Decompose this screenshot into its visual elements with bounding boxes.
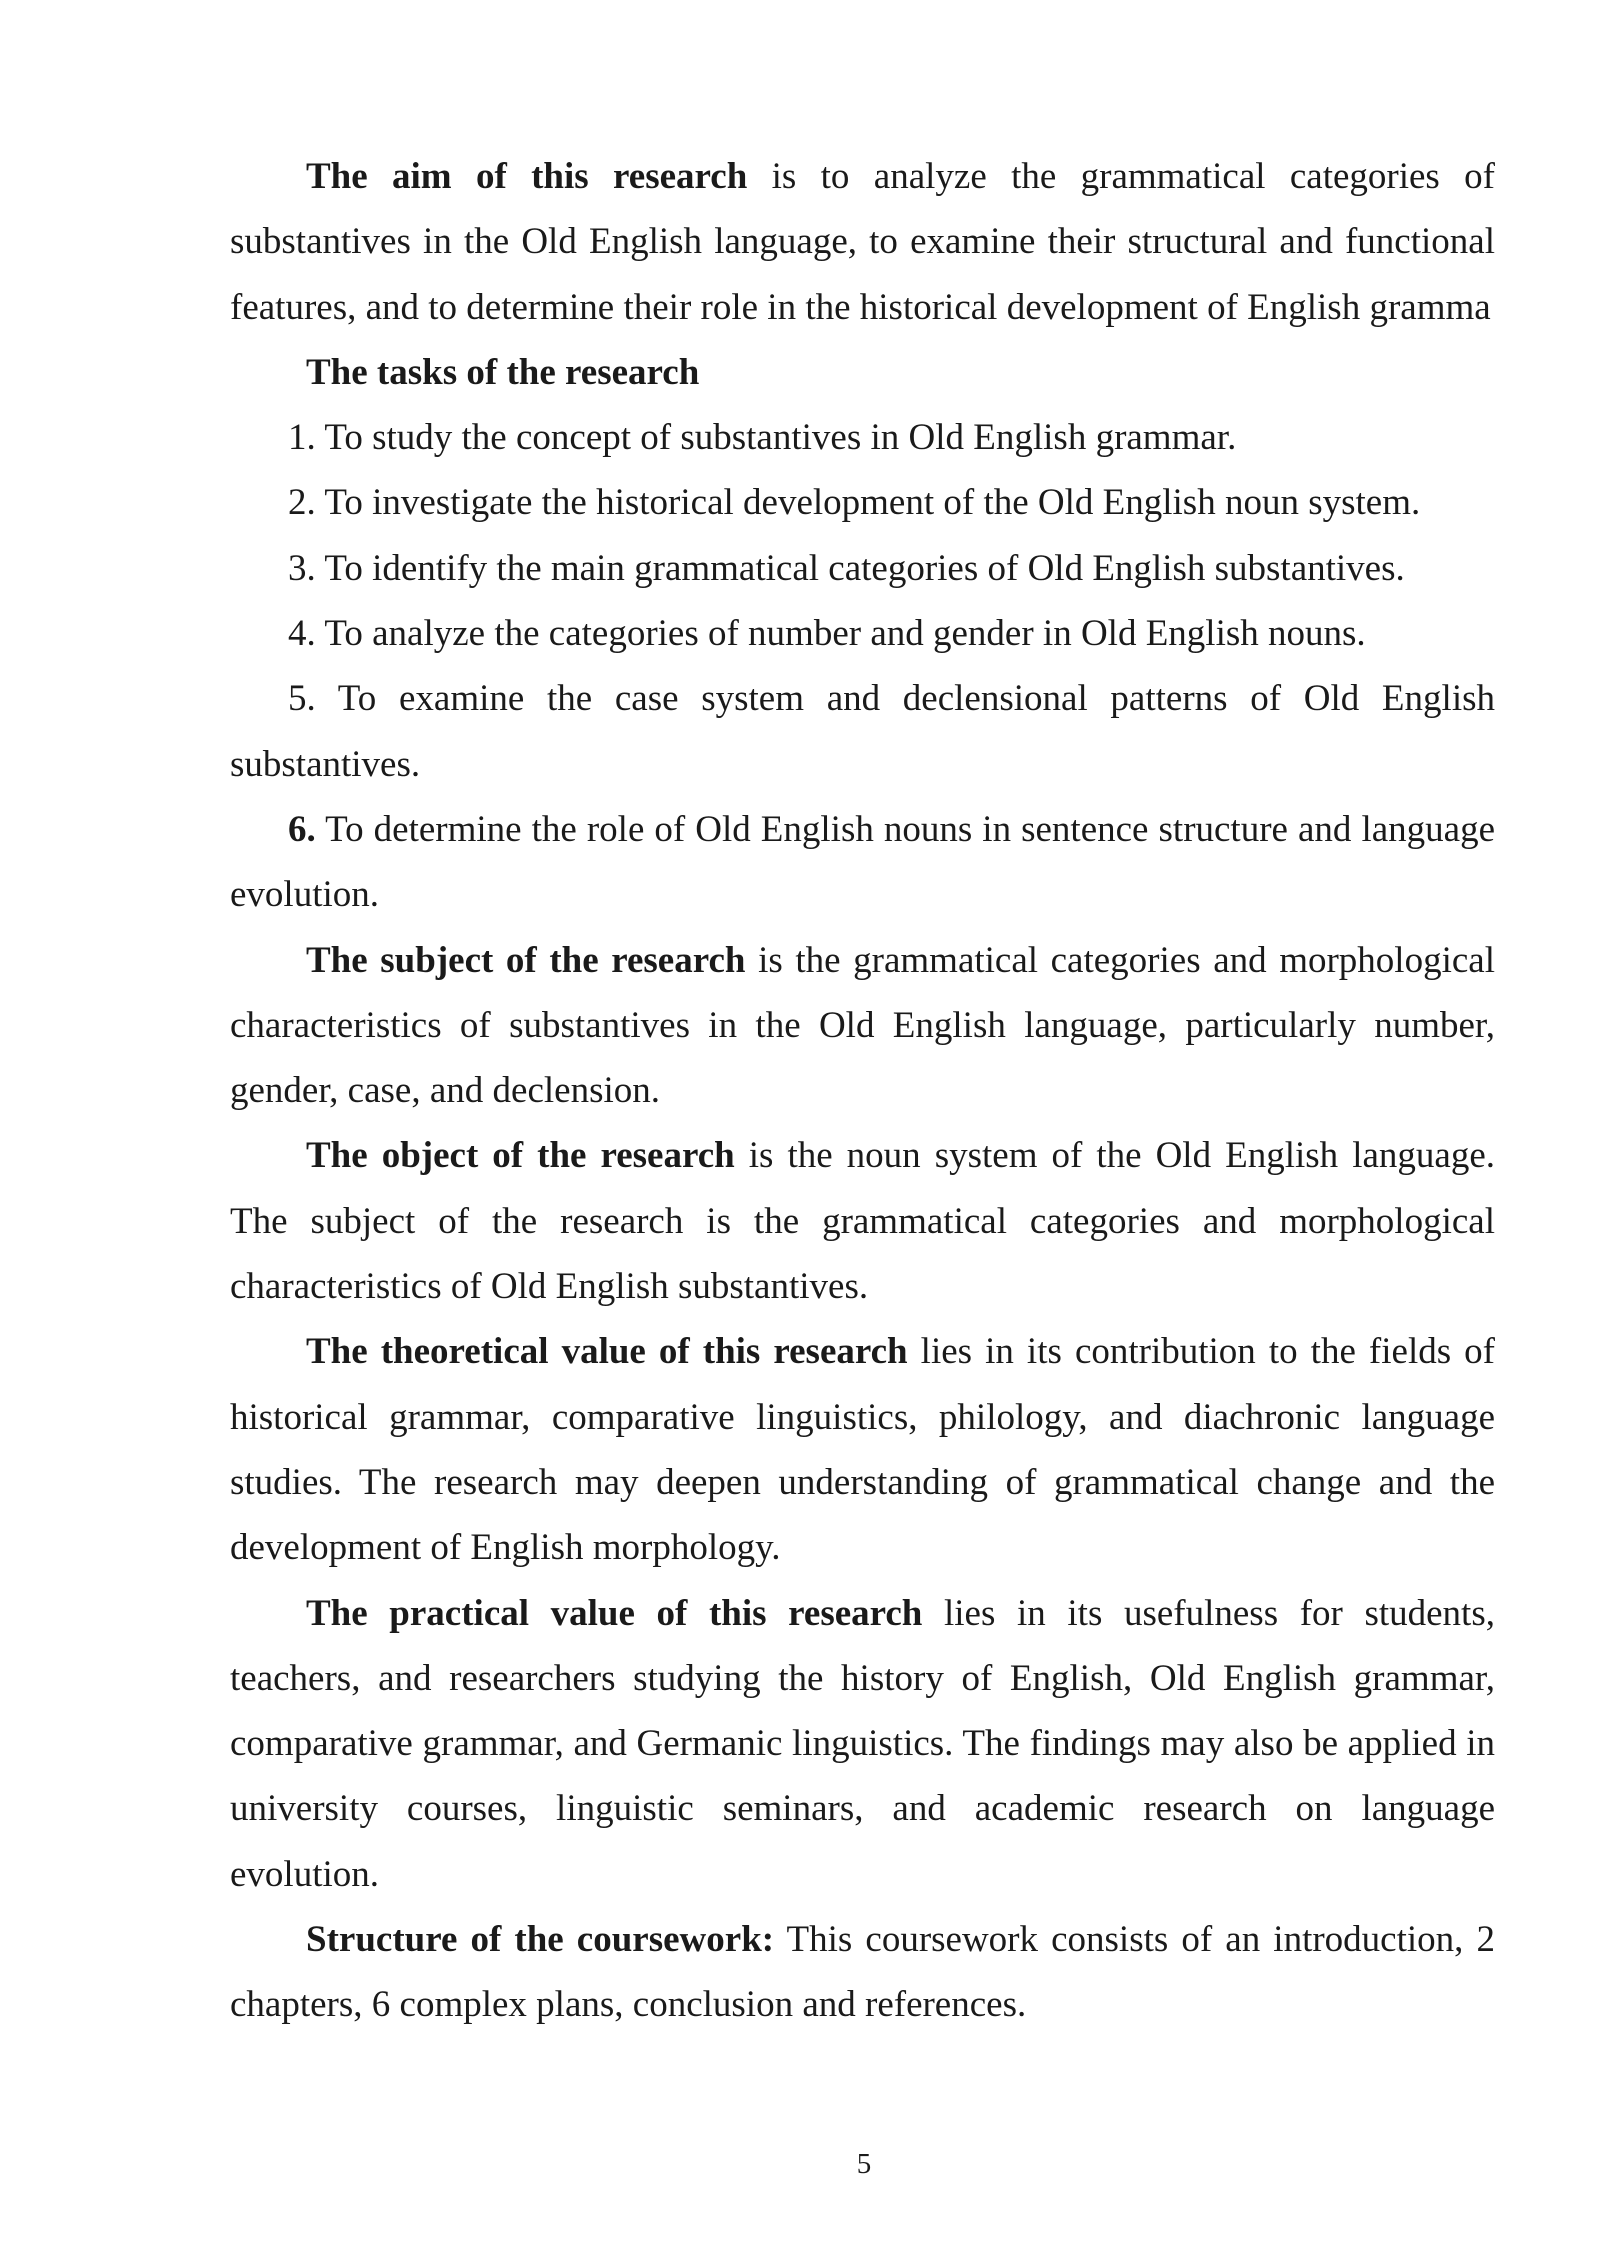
task-number: 5. [288, 678, 316, 720]
task-text: To examine the case system and declensional patterns of Old English substantives. [230, 678, 1495, 785]
structure-text: This coursework consists of an introduction, 2 chapters, 6 complex plans, conclusion and references. [230, 1919, 1495, 2026]
object-text: is the noun system of the Old English language. The subject of the research is the grammatical categories and morphological characteristics of Old English substantives. [230, 1135, 1495, 1308]
task-item-3 [230, 536, 1495, 601]
practical-value-paragraph [230, 1581, 1495, 1907]
page-number: 5 [856, 2148, 872, 2180]
task-text: To analyze the categories of number and gender in Old English nouns. [315, 613, 1366, 655]
object-label: The object of the research [306, 1135, 735, 1177]
task-item-1 [230, 405, 1495, 470]
theoretical-value-text: lies in its contribution to the fields of historical grammar, comparative linguistics, philology, and diachronic language studies. The research may deepen understanding of grammatical change and the development of English morphology. [230, 1331, 1495, 1569]
task-number: 4. [288, 613, 316, 655]
aim-label: The aim of this research [306, 156, 748, 197]
practical-value-label: The practical value of this research [306, 1592, 923, 1634]
structure-label: Structure of the coursework: [306, 1919, 775, 1961]
task-number: 6. [288, 808, 316, 850]
theoretical-value-label: The theoretical value of this research [306, 1331, 908, 1373]
theoretical-value-paragraph [230, 1319, 1495, 1580]
subject-text: is the grammatical categories and morphological characteristics of substantives in the Old English language, particularly number, gender, case, and declension. [230, 939, 1495, 1112]
task-text: To study the concept of substantives in Old English grammar. [315, 417, 1237, 459]
task-item-5 [230, 666, 1495, 797]
task-item-2 [230, 470, 1495, 535]
document-body [230, 144, 1495, 2038]
practical-value-text: lies in its usefulness for students, teachers, and researchers studying the history of English, Old English grammar, comparative grammar, and Germanic linguistics. The findings may also be applied in university courses, linguistic seminars, and academic research on language evolution. [230, 1592, 1495, 1895]
aim-text: is to analyze the grammatical categories of substantives in the Old English language, to examine their structural and functional features, and to determine their role in the historical development of English gramma [230, 156, 1495, 328]
task-item-4 [230, 601, 1495, 666]
task-text: To investigate the historical development of the Old English noun system. [315, 482, 1421, 524]
task-text: To determine the role of Old English nouns in sentence structure and language evolution. [230, 808, 1495, 916]
structure-paragraph [230, 1907, 1495, 2038]
tasks-heading: The tasks of the research [306, 351, 700, 393]
subject-label: The subject of the research [306, 939, 746, 981]
task-item-6 [230, 797, 1495, 928]
subject-paragraph [230, 928, 1495, 1124]
task-number: 1. [288, 417, 316, 459]
object-paragraph [230, 1123, 1495, 1319]
aim-paragraph [230, 144, 1495, 340]
task-number: 2. [288, 482, 316, 524]
task-text: To identify the main grammatical categories of Old English substantives. [315, 547, 1405, 589]
task-number: 3. [288, 547, 316, 589]
